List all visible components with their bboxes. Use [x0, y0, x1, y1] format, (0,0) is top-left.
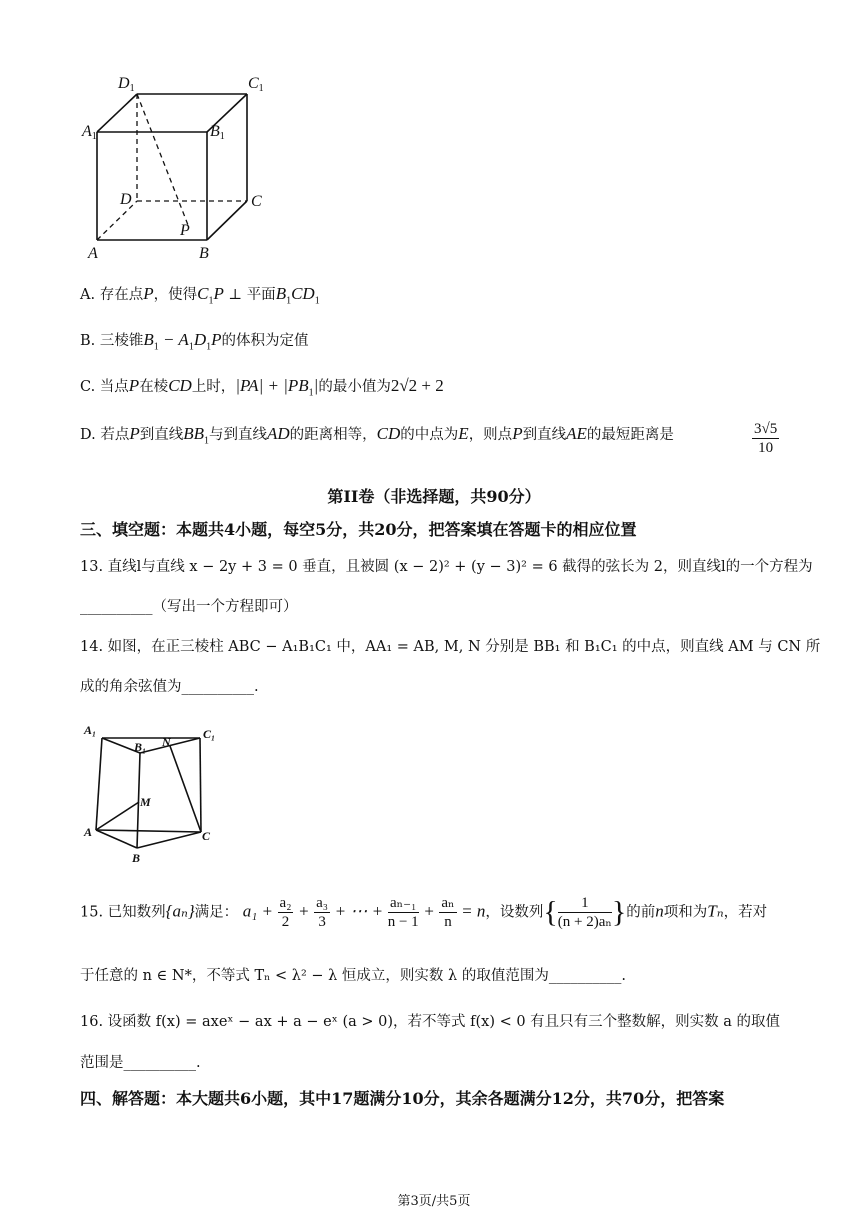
question-13-note: （写出一个方程即可） [152, 599, 298, 615]
option-c-text4: 的最小值为 [318, 379, 391, 395]
option-d-text8: 的最短距离是 [586, 427, 674, 443]
option-c-text3: 上时， [191, 379, 236, 395]
q15-Tn: Tₙ [707, 901, 724, 921]
q15-text1: 15. 已知数列 [80, 904, 166, 921]
option-d-text3: 与到直线 [209, 427, 267, 443]
fraction-denominator: 10 [758, 440, 774, 456]
question-13-line2 [80, 597, 298, 617]
label-C: C [251, 193, 262, 210]
q15-eq-end: = n [461, 901, 486, 921]
option-a-prefix: A. [80, 287, 96, 303]
label-D1: D1 [118, 75, 135, 94]
label-A1: A1 [82, 123, 97, 142]
label-D: D [120, 191, 132, 208]
q15-f3-den: n − 1 [387, 914, 419, 930]
label-prism-B1: B₁ [134, 740, 147, 754]
option-b-text2: 的体积为定值 [221, 333, 309, 349]
option-b-prefix: B. [80, 333, 96, 349]
label-prism-B: B [132, 851, 141, 865]
option-d-text1: 若点 [100, 427, 130, 443]
q15-dots: + ⋯ + [334, 901, 384, 921]
fraction-numerator: 3√5 [754, 421, 778, 437]
q15-text2: 满足： [194, 904, 239, 921]
cube-figure [80, 70, 280, 265]
label-prism-M: M [140, 795, 151, 809]
q15-f4-num: aₙ [441, 895, 455, 911]
question-13-line1: 13. 直线l与直线 x − 2y + 3 = 0 垂直，且被圆 (x − 2)² + (y − 3)² = 6 截得的弦长为 2，则直线l的一个方程为 [80, 559, 813, 575]
option-d-text5: 的中点为 [400, 427, 459, 443]
label-A: A [88, 245, 98, 262]
question-14-line2: 成的角余弦值为__________. [80, 679, 259, 695]
q15-f1-num: a₂ [279, 895, 292, 911]
option-a-text2: ，使得 [153, 287, 198, 303]
question-16-line2: 范围是__________. [80, 1055, 201, 1071]
question-15-line2: 于任意的 n ∈ N*，不等式 Tₙ < λ² − λ 恒成立，则实数 λ 的取值范围为__________. [80, 968, 626, 984]
option-d-prefix: D. [80, 427, 96, 443]
q15-f3-num: aₙ₋₁ [388, 894, 419, 913]
option-c-text1: 当点 [99, 379, 129, 395]
option-a-text1: 存在点 [99, 287, 144, 303]
option-d-text2: 到直线 [139, 427, 184, 443]
label-prism-C: C [202, 829, 211, 843]
option-c-prefix: C. [80, 379, 96, 395]
q15-text4: 的前 [626, 904, 656, 921]
option-a-text3: 平面 [246, 287, 276, 303]
q15-n: n [655, 901, 664, 921]
q15-text6: ，若对 [723, 904, 768, 921]
option-d: D. 若点P到直线$BB_1$与到直线AD的距离相等，CD的中点为E，则点P到直线AE的最短距离是 [80, 424, 674, 447]
q15-f2-num: a₃ [316, 895, 329, 911]
fill-in-heading: 三、填空题：本题共4小题，每空5分，共20分，把答案填在答题卡的相应位置 [80, 520, 637, 539]
answer-section-heading: 四、解答题：本大题共6小题，其中17题满分10分，其余各题满分12分，共70分，把答案 [80, 1089, 725, 1108]
label-prism-N: N [162, 735, 171, 749]
question-14-line1: 14. 如图，在正三棱柱 ABC − A₁B₁C₁ 中，AA₁ = AB, M, N 分别是 BB₁ 和 B₁C₁ 的中点，则直线 AM 与 CN 所 [80, 639, 821, 655]
q15-text3: ，设数列 [485, 904, 544, 921]
option-c: C. 当点P在棱CD上时，$|PA| + |PB_1|$的最小值为2√2 + 2 [80, 376, 444, 399]
label-prism-A1: A₁ [84, 723, 97, 737]
q15-f4-den: n [444, 914, 452, 930]
option-a: A. 存在点P，使得$C_1P$ ⊥ 平面$B_1CD_1$ [80, 284, 320, 307]
q15-f2-den: 3 [318, 914, 326, 930]
q15-b-num: 1 [558, 894, 612, 913]
option-d-fraction [752, 420, 779, 457]
q15-seq: {aₙ} [165, 901, 195, 921]
section-2-title: 第II卷（非选择题，共90分） [327, 487, 541, 506]
q15-a1: a₁ + [242, 901, 273, 921]
label-prism-A: A [84, 825, 93, 839]
option-c-text2: 在棱 [139, 379, 169, 395]
page-footer: 第3页/共5页 [397, 1194, 471, 1209]
option-b: B. 三棱锥$B_1 - A_1D_1P$的体积为定值 [80, 330, 309, 353]
option-d-text4: 的距离相等， [289, 427, 377, 443]
prism-figure [82, 720, 232, 870]
q15-b-den: (n + 2)aₙ [557, 914, 612, 930]
q15-text5: 项和为 [663, 904, 708, 921]
label-prism-C1: C₁ [203, 727, 216, 741]
option-d-text6: ，则点 [468, 427, 513, 443]
label-C1: C1 [248, 75, 264, 94]
question-15-line1: 15. 已知数列{aₙ}满足： a₁ + $\frac{\text{a₂}}{2}$ + $\frac{\text{a₃}}{3}$ + ⋯ + $\frac{\text{aₙ₋₁}}{n - 1}$ + $\frac{\text{aₙ}}{n}$ = n，设数列{ $\frac{1}{\text{(n + 2)aₙ}}$ }的前n项和为Tₙ，若对 [80, 895, 768, 930]
answer-blank-13: __________ [80, 599, 153, 615]
option-d-text7: 到直线 [522, 427, 567, 443]
question-16-line1: 16. 设函数 f(x) = axeˣ − ax + a − eˣ (a > 0)，若不等式 f(x) < 0 有且只有三个整数解，则实数 a 的取值 [80, 1014, 781, 1030]
label-B: B [199, 245, 209, 262]
label-B1: B1 [210, 123, 225, 142]
q15-f1-den: 2 [281, 914, 290, 930]
label-P: P [180, 222, 190, 239]
option-b-text1: 三棱锥 [99, 333, 144, 349]
